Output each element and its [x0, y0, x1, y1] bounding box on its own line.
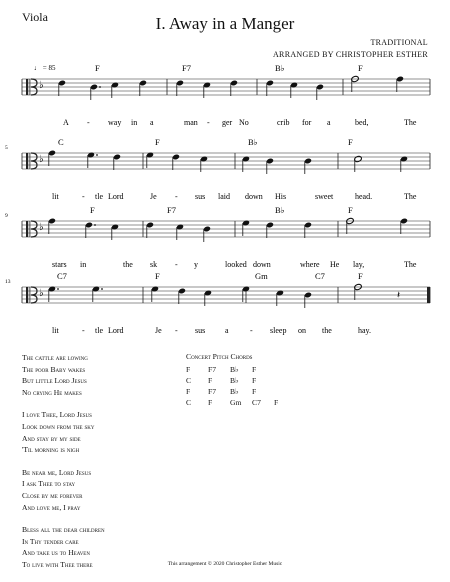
- chord-symbol: C7: [57, 271, 67, 281]
- lyric-syllable: tle: [95, 326, 103, 335]
- quarter-rest-icon: 𝄽: [397, 290, 401, 301]
- lyric-syllable: for: [302, 118, 312, 127]
- verse-line: And love me, I pray: [22, 502, 81, 512]
- key-signature-flat-icon: ♭: [39, 288, 44, 299]
- lyric-syllable: -: [175, 192, 178, 201]
- chord-symbol: B♭: [275, 205, 285, 215]
- chord-symbol: B♭: [275, 63, 285, 73]
- lyric-syllable: the: [123, 260, 133, 269]
- lyric-syllable: laid: [218, 192, 230, 201]
- lyric-syllable: sus: [195, 192, 206, 201]
- chord-cell: C: [186, 376, 192, 385]
- verse-line: I love Thee, Lord Jesus: [22, 410, 92, 420]
- alto-clef-icon: [26, 153, 28, 169]
- lyric-syllable: man: [184, 118, 198, 127]
- concert-chords-table: [186, 364, 296, 408]
- chord-symbol: B♭: [248, 137, 258, 147]
- lyric-syllable: -: [175, 260, 178, 269]
- verse-line: Be near me, Lord Jesus: [22, 467, 92, 477]
- lyric-syllable: -: [82, 192, 85, 201]
- lyric-syllable: -: [207, 118, 210, 127]
- lyric-syllable: stars: [52, 260, 67, 269]
- chord-row: [186, 386, 296, 397]
- chord-cell: F: [208, 376, 213, 385]
- lyric-syllable: ger: [222, 118, 233, 127]
- lyric-syllable: down: [253, 260, 271, 269]
- alto-clef-icon: [26, 79, 28, 95]
- verse-line: Close by me forever: [22, 490, 83, 500]
- verse-line: No crying He makes: [22, 387, 82, 397]
- key-signature-flat-icon: ♭: [39, 80, 44, 91]
- chord-cell: B♭: [230, 365, 239, 374]
- chord-cell: F: [186, 365, 191, 374]
- instrument-label: Viola: [22, 10, 48, 24]
- verse-line: But little Lord Jesus: [22, 376, 87, 386]
- lyric-syllable: looked: [225, 260, 247, 269]
- copyright-notice: This arrangement © 2020 Christopher Esther Music: [167, 561, 283, 567]
- chord-symbol: F7: [182, 63, 191, 73]
- chord-symbol: F: [358, 63, 363, 73]
- composer-credit: TRADITIONAL: [370, 38, 428, 47]
- chord-symbol: F: [155, 271, 160, 281]
- chord-symbol: F: [90, 205, 95, 215]
- lyric-syllable: A: [63, 118, 69, 127]
- lyric-syllable: y: [194, 260, 198, 269]
- measure-number: 9: [5, 213, 8, 219]
- verse-line: In Thy tender care: [22, 536, 79, 546]
- lyric-syllable: sk: [150, 260, 158, 269]
- concert-chords-title: Concert Pitch Chords: [186, 352, 253, 361]
- lyric-syllable: a: [225, 326, 229, 335]
- lyric-syllable: lit: [52, 192, 59, 201]
- verse-line: The poor Baby wakes: [22, 364, 86, 374]
- verses-block: [22, 352, 105, 582]
- chord-symbol: C: [58, 137, 64, 147]
- alto-clef-icon: [30, 153, 31, 169]
- lyric-syllable: way: [108, 118, 122, 127]
- chord-cell: Gm: [230, 398, 242, 407]
- chord-row: [186, 397, 296, 408]
- verse-line: The cattle are lowing: [22, 353, 88, 362]
- lyric-syllable: sleep: [270, 326, 287, 335]
- lyric-syllable: The: [404, 260, 417, 269]
- verse-line: To live with Thee there: [22, 559, 93, 569]
- lyric-syllable: He: [330, 260, 340, 269]
- lyric-syllable: sweet: [315, 192, 334, 201]
- chord-symbol: F: [95, 63, 100, 73]
- lyric-syllable: Lord: [108, 192, 124, 201]
- chord-symbol: F7: [167, 205, 176, 215]
- chord-symbol: F: [358, 271, 363, 281]
- dot: [101, 288, 103, 290]
- stanza: [22, 409, 105, 455]
- chord-cell: C7: [252, 398, 261, 407]
- lyric-syllable: -: [82, 326, 85, 335]
- alto-clef-icon: [30, 287, 31, 303]
- verse-line: I ask Thee to stay: [22, 479, 76, 489]
- lyric-syllable: sus: [195, 326, 206, 335]
- chord-symbol: C7: [315, 271, 325, 281]
- chord-symbol: F: [155, 137, 160, 147]
- chord-cell: B♭: [230, 387, 239, 396]
- lyric-syllable: the: [322, 326, 332, 335]
- lyric-syllable: Lord: [108, 326, 124, 335]
- chord-cell: F: [252, 376, 257, 385]
- chord-cell: F7: [208, 387, 217, 396]
- verse-line: Bless all the dear children: [22, 525, 105, 535]
- lyric-syllable: a: [327, 118, 331, 127]
- lyric-syllable: in: [131, 118, 138, 127]
- verse-line: And take us to Heaven: [22, 548, 90, 558]
- measure-number: 5: [5, 145, 8, 151]
- chord-row: [186, 375, 296, 386]
- lyric-syllable: The: [404, 192, 417, 201]
- chord-symbol: Gm: [255, 271, 268, 281]
- alto-clef-icon: [26, 221, 28, 237]
- verse-line: Look down from the sky: [22, 421, 95, 431]
- lyric-syllable: -: [87, 118, 90, 127]
- chord-cell: F: [252, 365, 257, 374]
- lyric-syllable: -: [250, 326, 253, 335]
- lyric-syllable: in: [80, 260, 87, 269]
- dot: [57, 288, 59, 290]
- lyric-syllable: lit: [52, 326, 59, 335]
- stanza: [22, 352, 105, 398]
- chord-cell: F7: [208, 365, 217, 374]
- lyric-syllable: a: [150, 118, 154, 127]
- alto-clef-icon: [26, 287, 28, 303]
- chord-cell: F: [208, 398, 213, 407]
- chord-symbol: F: [348, 205, 353, 215]
- alto-clef-icon: [30, 221, 31, 237]
- alto-clef-icon: [30, 79, 31, 95]
- final-barline: [427, 287, 430, 303]
- lyric-syllable: bed,: [355, 118, 369, 127]
- key-signature-flat-icon: ♭: [39, 154, 44, 165]
- lyric-syllable: Je: [155, 326, 162, 335]
- measure-number: 13: [5, 279, 11, 285]
- chord-cell: F: [252, 387, 257, 396]
- stanza: [22, 467, 105, 513]
- tempo-marking: ♩ = 85: [34, 64, 56, 72]
- lyric-syllable: where: [300, 260, 320, 269]
- chord-row: [186, 364, 296, 375]
- dot: [99, 86, 101, 88]
- verse-line: And stay by my side: [22, 433, 81, 443]
- chord-cell: F: [274, 398, 279, 407]
- chord-cell: C: [186, 398, 192, 407]
- chord-cell: F: [186, 387, 191, 396]
- lyric-syllable: His: [275, 192, 287, 201]
- piece-title: I. Away in a Manger: [155, 14, 295, 33]
- lyric-syllable: The: [404, 118, 417, 127]
- lyric-syllable: -: [175, 326, 178, 335]
- verse-line: 'Til morning is nigh: [22, 445, 80, 455]
- dot: [96, 154, 98, 156]
- lyric-syllable: tle: [95, 192, 103, 201]
- arranger-credit: ARRANGED BY CHRISTOPHER ESTHER: [272, 50, 428, 59]
- key-signature-flat-icon: ♭: [39, 222, 44, 233]
- lyric-syllable: crib: [277, 118, 290, 127]
- lyric-syllable: Je: [150, 192, 157, 201]
- lyric-syllable: No: [239, 118, 249, 127]
- lyric-syllable: head.: [355, 192, 373, 201]
- lyric-syllable: hay.: [358, 326, 372, 335]
- chord-cell: B♭: [230, 376, 239, 385]
- chord-symbol: F: [348, 137, 353, 147]
- dot: [94, 224, 96, 226]
- lyric-syllable: lay,: [353, 260, 365, 269]
- lyric-syllable: on: [298, 326, 306, 335]
- lyric-syllable: down: [245, 192, 263, 201]
